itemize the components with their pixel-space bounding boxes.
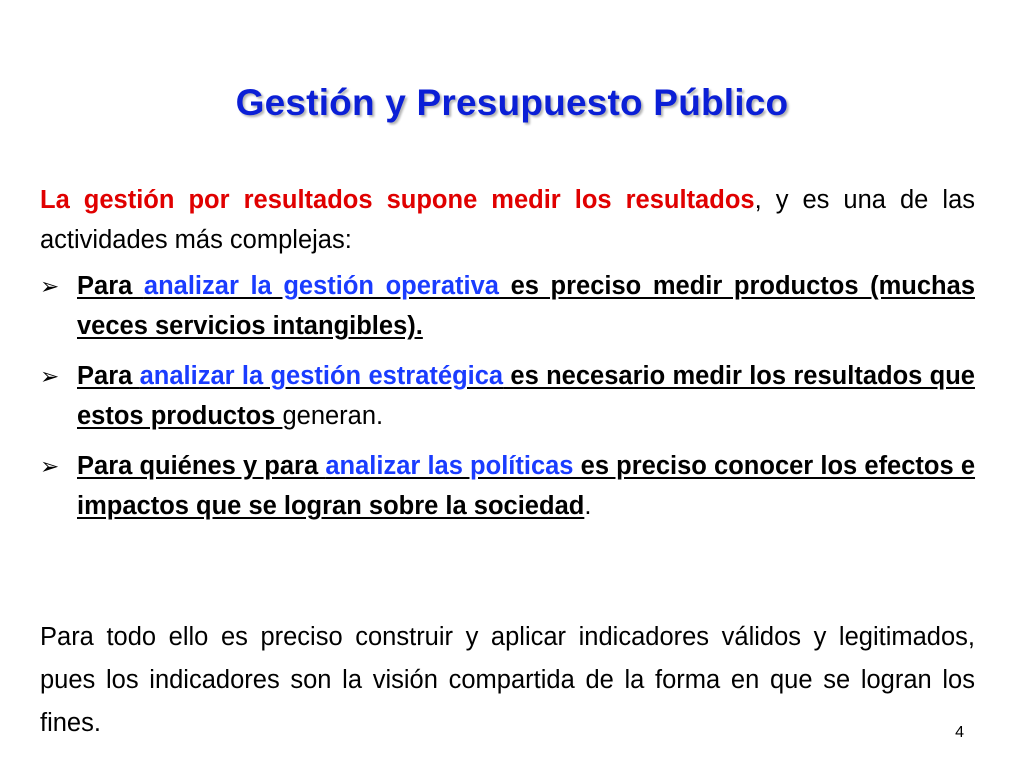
bullet-text — [77, 272, 975, 340]
bullet-link: analizar la gestión estratégica — [139, 362, 504, 390]
bullet-pre: Para — [77, 272, 144, 300]
bullet-post: es preciso medir productos (muchas veces servicios intangibles). — [77, 272, 975, 340]
slide-body — [40, 180, 975, 536]
bullet-tail: generan. — [282, 402, 384, 430]
arrow-bullet-icon: ➢ — [40, 453, 60, 479]
arrow-bullet-icon: ➢ — [40, 273, 60, 299]
bullet-tail: . — [584, 492, 592, 520]
bullet-post: es necesario medir los resultados que estos productos — [77, 362, 975, 430]
bullet-item — [40, 356, 975, 436]
bullet-link: analizar las políticas — [325, 452, 574, 480]
bullet-link: analizar la gestión operativa — [143, 272, 499, 300]
intro-rest: , y es una de las actividades más complejas: — [40, 186, 975, 254]
page-number: 4 — [955, 724, 964, 741]
bullet-list — [40, 266, 975, 526]
arrow-bullet-icon: ➢ — [40, 363, 60, 389]
closing-paragraph: Para todo ello es preciso construir y aplicar indicadores válidos y legitimados, pues los indicadores son la visión compartida de la forma en que se logran los fines. — [40, 622, 975, 737]
bullet-text — [77, 362, 975, 430]
bullet-pre: Para quiénes y para — [77, 452, 326, 480]
intro-paragraph — [40, 180, 975, 260]
slide-title: Gestión y Presupuesto Público — [235, 82, 789, 123]
bullet-post: es preciso conocer los efectos e impactos que se logran sobre la sociedad — [77, 452, 976, 520]
bullet-item — [40, 266, 975, 346]
bullet-pre: Para — [77, 362, 140, 390]
intro-highlight: La gestión por resultados supone medir los resultados — [40, 186, 755, 214]
bullet-item — [40, 446, 975, 526]
bullet-text — [77, 452, 975, 520]
